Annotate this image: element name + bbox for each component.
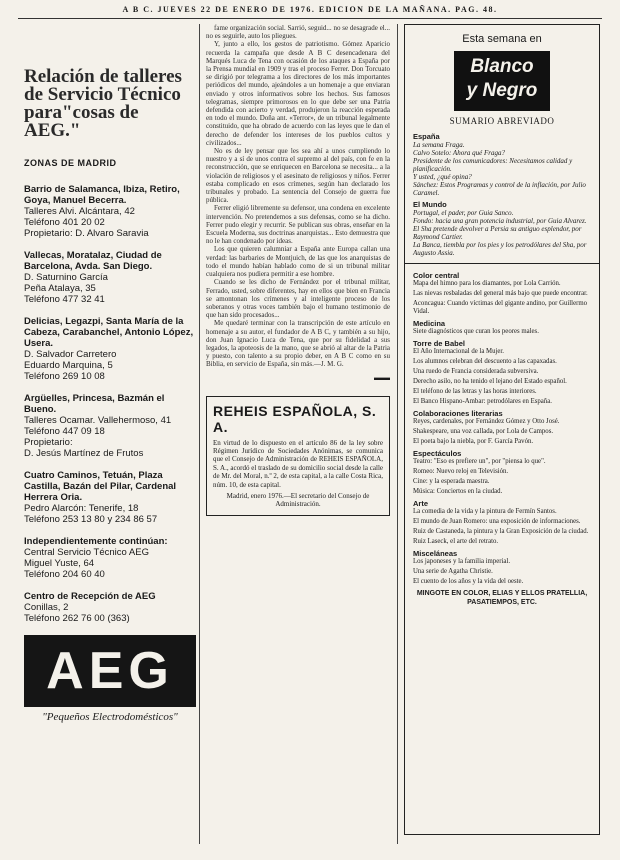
workshop-area: Cuatro Caminos, Tetuán, Plaza Castilla, Bazán del Pilar, Cardenal Herrera Oria. [24,470,177,503]
workshop-detail: Pedro Alarcón: Tenerife, 18 [24,503,139,514]
promo-line: Y usted, ¿qué opina? [413,173,472,181]
magazine-promo [404,24,600,844]
aeg-logo: AEG [24,635,196,707]
blanco-y-negro-logo: Blanco y Negro [454,51,550,111]
workshop-entry [24,393,196,459]
article-column [206,24,390,844]
promo-line: Fondo: hacia una gran potencia industrial, por Guia Alvarez. [413,217,587,225]
notice-title: REHEIS ESPAÑOLA, S. A. [213,402,377,435]
promo-sections [413,132,591,257]
contents-section: Espectáculos [413,449,462,458]
promo-line: Sánchez: Estos Programas y control de la inflación, por Julio Caramel. [413,181,586,197]
contents-item: Siete diagnósticos que curan los peores males. [413,328,539,335]
promo-week-label: Esta semana en [462,33,542,45]
promo-section-title: España [413,132,440,141]
workshop-detail: Peña Atalaya, 35 [24,283,96,294]
article-paragraph: Me quedaré terminar con la transcripción de este artículo en homenaje a su autor, el fundador de A B C, y también a su hijo, don Juan Ignacio Luca de Tena, que por su fidelidad a sus legados, la apoteosis de la mano, que se abrió al altar de la Patria y puesto, con talento a su propio deber, en A B C como en su Biblia, en servicio de España, sin más.—J. M. G. [206,319,390,369]
workshop-area: Vallecas, Moratalaz, Ciudad de Barcelona, Avda. San Diego. [24,250,162,272]
notice-signature: Madrid, enero 1976.—El secretario del Consejo de Administración. [226,491,370,509]
workshop-detail: Teléfono 477 32 41 [24,294,105,305]
promo-line: Calvo Sotelo: Ahora qué Fraga? [413,149,506,157]
promo-line: El Sha pretende devolver a Persia su antiguo esplendor, por Raymond Cartier. [413,225,582,241]
contents-item: Las nievas resbaladas del general más bajo que puede encontrar. [413,290,588,297]
workshop-entry [24,536,196,580]
workshop-detail: D. Salvador Carretero [24,349,117,360]
column-divider-left [199,24,200,844]
contents-item: Música: Conciertos en la ciudad. [413,488,503,495]
article-body [206,24,390,369]
promo-line: Portugal, el pader, por Guia Sanco. [413,209,514,217]
workshop-detail: Propietario: D. Alvaro Saravia [24,228,149,239]
workshop-entry [24,316,196,382]
workshop-detail: Teléfono 401 20 02 [24,217,105,228]
promo-line: La semana Fraga. [413,141,465,149]
workshop-entry [24,470,196,525]
contents-item: Shakespeare, una voz callada, por Lola de Campos. [413,428,554,435]
column-divider-right [397,24,398,844]
contents-list [404,264,600,835]
article-paragraph: fame organización social. Sarrió, seguid... no se desagrade el... no es seguirle, auto los pliegues. [206,24,390,41]
contents-section: Torre de Babel [413,339,465,348]
legal-notice [206,396,390,516]
contents-item: El poeta bajo la niebla, por F. García Pavón. [413,438,534,445]
contents-item: Mapa del himno para los diamantes, por Lola Carrión. [413,280,561,287]
workshop-area: Argüelles, Princesa, Bazmán el Bueno. [24,393,165,415]
article-paragraph: No es de ley pensar que les sea ahí a unos cumpliendo lo nuestro y a sí de unos contra el supremo al del país, con fe en la reconstrucción, que se enriquecen en Barcelona se necesita... a la violación de religiosos y el asesinato de religiosos y niños. Ferrer estaba complicado en esos crímenes, según han declarado los tribunales y probado. La sentencia del Consejo de guerra fue pública. [206,147,390,205]
contents-item: Aconcagua: Cuando víctimas del gigante andino, por Guillermo Vidal. [413,300,588,315]
notice-body: En virtud de lo dispuesto en el artículo 86 de la ley sobre Régimen Jurídico de Sociedades Anónimas, se comunica que el Consejo de Administración de REHEIS ESPAÑOLA, S. A., acordó el traslado de su domicilio social desde la calle de Mr. del Moral, n.º 2, de esta capital, a la calle Costa Rica, núm. 10, de esta capital. [213,438,383,489]
contents-item: Ruiz Laseck, el arte del retrato. [413,538,499,545]
header-rule [18,18,602,19]
contents-item: Romeo: Nuevo reloj en Televisión. [413,468,509,475]
article-paragraph: Cuando se les dicho de Fernández por el tribunal militar, Ferrado, usted, sobre diferentes, hay en ellos que bien en Francia se amontonan los crímenes y al inteligente proceso de los soberanos y otras voces también bajo el humano testimonio de que han sido procesados... [206,278,390,320]
promo-line: Presidente de los comunicadores: Necesitamos calidad y planificación. [413,157,573,173]
workshop-detail: Teléfono 447 09 18 [24,426,105,437]
workshop-detail: D. Saturnino García [24,272,108,283]
workshop-list [24,184,196,624]
article-paragraph: Los que quieren calumniar a España ante Europa callan una verdad: las barbaries de Montjuich, de las que los anarquistas de todo el mundo habían hablado como de si un tribunal militar cualquiera nos pudiera permitir a ese hombre. [206,245,390,279]
contents-section: Colaboraciones literarias [413,409,503,418]
contents-section: Color central [413,271,460,280]
article-endmark: ▬▬ [374,372,390,382]
workshop-detail: D. Jesús Martínez de Frutos [24,448,144,459]
workshop-detail: Teléfono 253 13 80 y 234 86 57 [24,514,158,525]
workshop-area: Delicias, Legazpi, Santa María de la Cabeza, Carabanchel, Antonio López, Usera. [24,316,194,349]
contents-item: Reyes, cardenales, por Fernández Gómez y Otto José. [413,418,560,425]
workshop-detail: Eduardo Marquina, 5 [24,360,113,371]
workshop-detail: Miguel Yuste, 64 [24,558,95,569]
promo-line: La Banca, tiembla por los pies y los petrodólares del Sha, por Augusto Assia. [413,241,587,257]
workshop-detail: Talleres Ocamar. Vallehermoso, 41 [24,415,172,426]
promo-header-box [404,24,600,264]
contents-item: Una ruedo de Francia considerada subversiva. [413,368,539,375]
contents-section: Medicina [413,319,446,328]
contents-item: El Año Internacional de la Mujer. [413,348,504,355]
contents-item: El teléfono de las letras y las horas interiores. [413,388,537,395]
ad-tagline: "Pequeños Electrodomésticos" [42,711,178,723]
workshop-detail: Teléfono 262 76 00 (363) [24,613,130,624]
promo-footer: MINGOTE EN COLOR, ELIAS Y ELLOS PRATELLIA, PASATIEMPOS, ETC. [416,590,588,606]
sumario-heading: SUMARIO ABREVIADO [449,116,555,126]
contents-item: Los japoneses y la familia imperial. [413,558,511,565]
contents-item: Teatro: "Eso es prefiere un", por "piensa lo que". [413,458,546,465]
promo-section-title: El Mundo [413,200,447,209]
workshop-detail: Propietario: [24,437,73,448]
contents-item: El mundo de Juan Romero: una exposición de informaciones. [413,518,581,525]
contents-item: Los alumnos celebran del descuento a las capaxadas. [413,358,557,365]
ad-title: Relación de talleres de Servicio Técnico para"cosas de AEG." [24,66,182,141]
workshop-area: Barrio de Salamanca, Ibiza, Retiro, Goya, Manuel Becerra. [24,184,180,206]
workshop-area: Independientemente continúan: [24,536,168,547]
workshop-detail: Central Servicio Técnico AEG [24,547,149,558]
page-header: A B C. JUEVES 22 DE ENERO DE 1976. EDICION DE LA MAÑANA. PAG. 48. [122,5,498,14]
contents-item: La comedia de la vida y la pintura de Fermín Santos. [413,508,557,515]
aeg-advertisement [24,24,196,844]
workshop-detail: Conillas, 2 [24,602,69,613]
contents-item: Derecho asilo, no ha tenido el lejano del Estado español. [413,378,567,385]
zone-heading: ZONAS DE MADRID [24,158,117,168]
workshop-entry [24,184,196,239]
contents-item: Una serie de Agatha Christie. [413,568,493,575]
workshop-entry [24,250,196,305]
article-paragraph: Y, junto a ello, los gestos de patriotismo. Gómez Aparicio recuerda la campaña que desde A B C desencadenara del Marqués Luca de Tena con ocasión de los ataques a España por la Prensa mundial en 1909 y tras el proceso Ferrer. Don Torcuato se dirigió por telegrama a los directores de los más importantes periódicos del mundo, ajeándoles a un homenaje a que enviaran enviado y otros informativos sobre los hechos. Sus famosos telegramas, siempre primorosos en lo que debe ser una Patria defendida con acierto y verdad, produjeron la reacción esperada en todo el mundo. Doña ant. «Terror», de un tribunal legalmente constituido, que ha obrado de acuerdo con las leyes que le dan el derecho de defender los intereses de los pueblos cultos y civilizados... [206,40,390,147]
workshop-entry [24,591,196,624]
contents-item: El cuento de los años y la vida del oeste. [413,578,524,585]
workshop-detail: Teléfono 204 60 40 [24,569,105,580]
workshop-detail: Teléfono 269 10 08 [24,371,105,382]
contents-item: Ruiz de Castaneda, la pintura y la Gran Exposición de la ciudad. [413,528,589,535]
contents-item: Cine: y la esperada maestra. [413,478,490,485]
contents-section: Misceláneas [413,549,458,558]
contents-item: El Banco Hispano-Ambar: petrodólares en España. [413,398,552,405]
contents-section: Arte [413,499,429,508]
article-paragraph: Ferrer eligió libremente su defensor, una condena en excelente intervención. No pretendemos a sus defensas, como se ha dicho. Ferrer pudo elegir y recurrir. Se publican sus obras, enseñar en la Escuela Moderna, sus doctrinas anarquistas... Esto demuestra que no le han condenado por ideas. [206,204,390,246]
workshop-area: Centro de Recepción de AEG [24,591,156,602]
workshop-detail: Talleres Alvi. Alcántara, 42 [24,206,135,217]
